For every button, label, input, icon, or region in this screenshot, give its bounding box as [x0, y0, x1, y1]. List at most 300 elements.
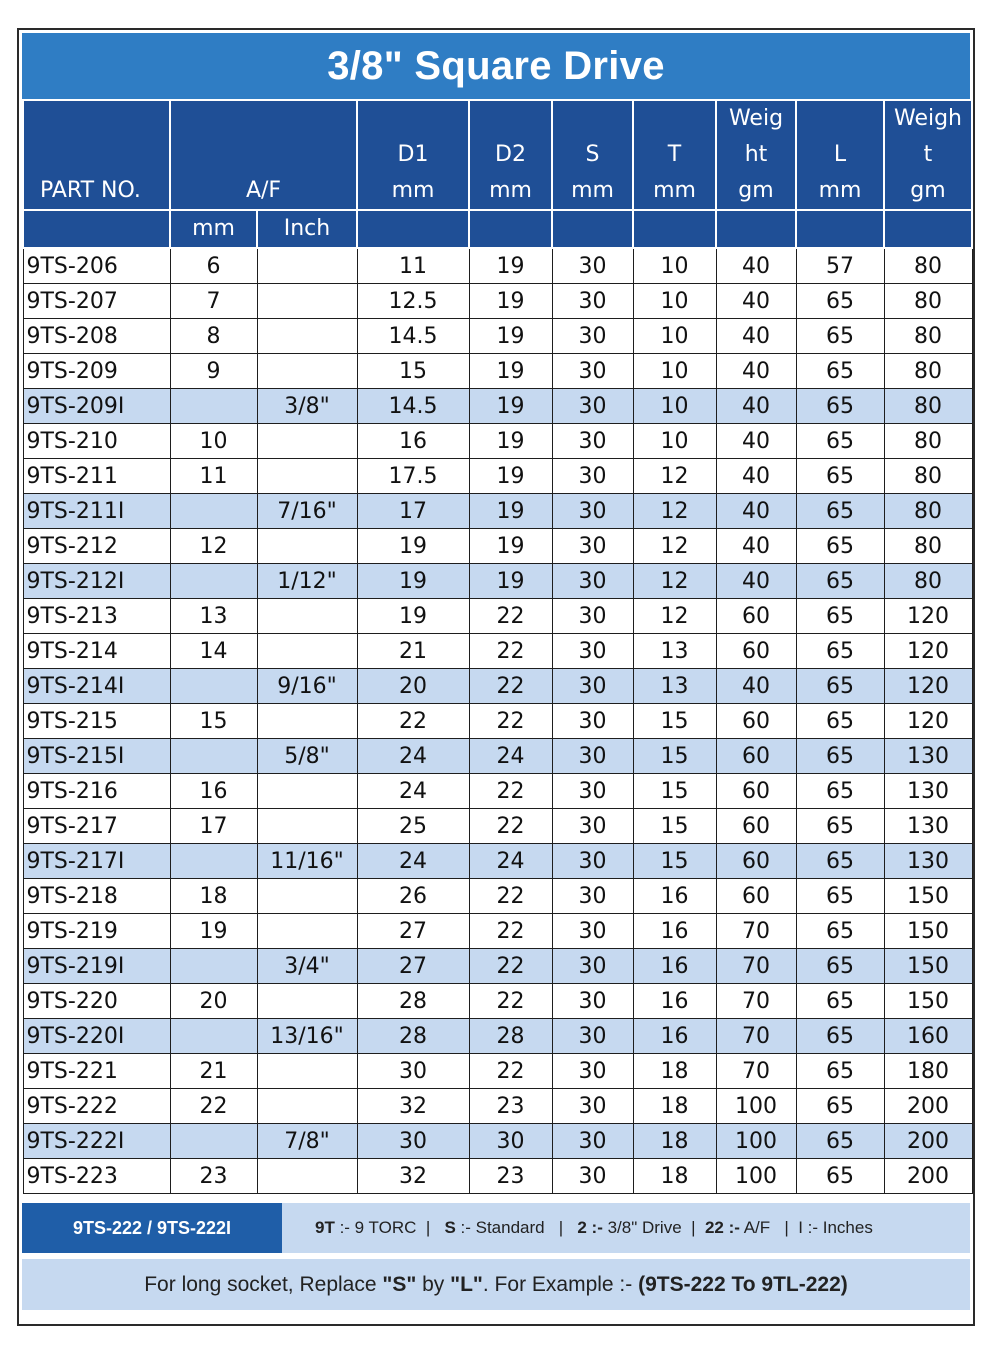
af-inch-cell [257, 319, 357, 354]
d1-cell: 12.5 [357, 284, 469, 319]
s-cell: 30 [552, 1054, 633, 1089]
l-cell: 65 [796, 1019, 884, 1054]
header-unit: mm [489, 178, 532, 203]
l-cell: 65 [796, 599, 884, 634]
header-label: L [833, 142, 847, 167]
part-number-cell: 9TS-214I [23, 669, 170, 704]
part-code-legend [22, 1203, 970, 1253]
subheader-empty [884, 210, 972, 248]
header-label: t [923, 142, 933, 167]
af-mm-cell: 8 [170, 319, 257, 354]
weight-cell: 60 [716, 599, 796, 634]
table-row [23, 949, 972, 984]
d1-cell: 16 [357, 424, 469, 459]
key-meaning: 3/8" Drive | [602, 1218, 705, 1237]
t-cell: 12 [633, 529, 716, 564]
header-label: D1 [397, 142, 429, 167]
header-label: ht [744, 142, 768, 167]
d2-cell: 24 [469, 844, 552, 879]
d2-cell: 22 [469, 634, 552, 669]
weight-cell: 120 [884, 599, 972, 634]
af-mm-cell: 10 [170, 424, 257, 459]
weight-cell: 40 [716, 459, 796, 494]
t-cell: 10 [633, 284, 716, 319]
t-cell: 10 [633, 389, 716, 424]
table-row [23, 459, 972, 494]
weight-cell: 80 [884, 494, 972, 529]
table-row [23, 248, 972, 284]
weight-cell: 130 [884, 844, 972, 879]
af-inch-cell: 3/4" [257, 949, 357, 984]
part-number-cell: 9TS-217I [23, 844, 170, 879]
d2-cell: 22 [469, 949, 552, 984]
af-inch-cell [257, 284, 357, 319]
d1-cell: 28 [357, 984, 469, 1019]
af-mm-cell: 21 [170, 1054, 257, 1089]
part-number-cell: 9TS-207 [23, 284, 170, 319]
header-unit: mm [391, 178, 435, 203]
part-number-cell: 9TS-208 [23, 319, 170, 354]
t-cell: 15 [633, 809, 716, 844]
table-row [23, 739, 972, 774]
d1-cell: 24 [357, 774, 469, 809]
t-cell: 10 [633, 319, 716, 354]
table-row [23, 1019, 972, 1054]
table-row [23, 389, 972, 424]
d1-cell: 22 [357, 704, 469, 739]
af-mm-cell: 7 [170, 284, 257, 319]
s-cell: 30 [552, 949, 633, 984]
weight-cell: 130 [884, 809, 972, 844]
af-inch-cell: 13/16" [257, 1019, 357, 1054]
d2-cell: 22 [469, 774, 552, 809]
weight-cell: 100 [716, 1124, 796, 1159]
weight-cell: 100 [716, 1089, 796, 1124]
af-inch-cell [257, 459, 357, 494]
af-mm-cell: 11 [170, 459, 257, 494]
s-cell: 30 [552, 879, 633, 914]
weight-cell: 180 [884, 1054, 972, 1089]
d2-cell: 28 [469, 1019, 552, 1054]
weight-cell: 40 [716, 424, 796, 459]
d1-cell: 19 [357, 599, 469, 634]
t-cell: 18 [633, 1124, 716, 1159]
note-example: (9TS-222 To 9TL-222) [638, 1272, 848, 1296]
part-number-cell: 9TS-214 [23, 634, 170, 669]
d2-cell: 19 [469, 354, 552, 389]
af-mm-cell: 17 [170, 809, 257, 844]
weight-cell: 70 [716, 984, 796, 1019]
weight-cell: 40 [716, 248, 796, 284]
header-t [633, 100, 716, 210]
table-row [23, 354, 972, 389]
header-l [796, 100, 884, 210]
d1-cell: 19 [357, 529, 469, 564]
s-cell: 30 [552, 1124, 633, 1159]
s-cell: 30 [552, 389, 633, 424]
s-cell: 30 [552, 914, 633, 949]
weight-cell: 80 [884, 354, 972, 389]
af-mm-cell: 15 [170, 704, 257, 739]
l-cell: 65 [796, 809, 884, 844]
d2-cell: 19 [469, 248, 552, 284]
weight-cell: 40 [716, 529, 796, 564]
l-cell: 65 [796, 389, 884, 424]
af-mm-cell: 14 [170, 634, 257, 669]
af-inch-cell [257, 599, 357, 634]
t-cell: 16 [633, 879, 716, 914]
note-text: For long socket, Replace [144, 1272, 383, 1296]
af-mm-cell [170, 494, 257, 529]
l-cell: 65 [796, 564, 884, 599]
l-cell: 57 [796, 248, 884, 284]
d2-cell: 30 [469, 1124, 552, 1159]
part-number-cell: 9TS-213 [23, 599, 170, 634]
header-part-no: PART NO. [23, 100, 170, 210]
weight-cell: 40 [716, 669, 796, 704]
weight-cell: 80 [884, 389, 972, 424]
weight-cell: 40 [716, 319, 796, 354]
l-cell: 65 [796, 914, 884, 949]
part-number-cell: 9TS-215I [23, 739, 170, 774]
header-unit: mm [818, 178, 862, 203]
table-row [23, 494, 972, 529]
d1-cell: 24 [357, 844, 469, 879]
key-meaning: :- Standard | [455, 1218, 578, 1237]
af-mm-cell [170, 1124, 257, 1159]
t-cell: 16 [633, 949, 716, 984]
s-cell: 30 [552, 984, 633, 1019]
subheader-row [23, 210, 972, 248]
s-cell: 30 [552, 1089, 633, 1124]
weight-cell: 150 [884, 879, 972, 914]
weight-cell: 60 [716, 879, 796, 914]
d2-cell: 22 [469, 1054, 552, 1089]
example-part-code: 9TS-222 / 9TS-222I [22, 1203, 282, 1253]
d2-cell: 22 [469, 599, 552, 634]
subheader-empty [633, 210, 716, 248]
s-cell: 30 [552, 634, 633, 669]
weight-cell: 40 [716, 354, 796, 389]
t-cell: 10 [633, 424, 716, 459]
af-mm-cell [170, 739, 257, 774]
d1-cell: 20 [357, 669, 469, 704]
d2-cell: 19 [469, 284, 552, 319]
d2-cell: 22 [469, 669, 552, 704]
part-number-cell: 9TS-209I [23, 389, 170, 424]
l-cell: 65 [796, 634, 884, 669]
d2-cell: 22 [469, 984, 552, 1019]
l-cell: 65 [796, 739, 884, 774]
long-socket-note [22, 1259, 970, 1310]
af-inch-cell [257, 529, 357, 564]
key-meaning: :- 9 TORC | [334, 1218, 445, 1237]
key-term: 2 :- [577, 1218, 603, 1237]
table-row [23, 774, 972, 809]
table-row [23, 1054, 972, 1089]
af-inch-cell [257, 984, 357, 1019]
l-cell: 65 [796, 844, 884, 879]
part-number-cell: 9TS-215 [23, 704, 170, 739]
l-cell: 65 [796, 1124, 884, 1159]
part-number-cell: 9TS-218 [23, 879, 170, 914]
d2-cell: 19 [469, 459, 552, 494]
s-cell: 30 [552, 319, 633, 354]
af-inch-cell [257, 1089, 357, 1124]
s-cell: 30 [552, 739, 633, 774]
part-number-cell: 9TS-219 [23, 914, 170, 949]
d1-cell: 15 [357, 354, 469, 389]
weight-cell: 130 [884, 774, 972, 809]
table-row [23, 1124, 972, 1159]
weight-cell: 120 [884, 669, 972, 704]
d1-cell: 21 [357, 634, 469, 669]
subheader-empty [716, 210, 796, 248]
key-term: 22 :- [704, 1218, 740, 1237]
l-cell: 65 [796, 774, 884, 809]
weight-cell: 80 [884, 529, 972, 564]
d1-cell: 27 [357, 949, 469, 984]
weight-cell: 60 [716, 774, 796, 809]
af-mm-cell: 20 [170, 984, 257, 1019]
part-number-cell: 9TS-211I [23, 494, 170, 529]
weight-cell: 60 [716, 739, 796, 774]
weight-cell: 80 [884, 564, 972, 599]
af-inch-cell: 3/8" [257, 389, 357, 424]
d1-cell: 19 [357, 564, 469, 599]
d1-cell: 27 [357, 914, 469, 949]
header-unit: mm [653, 178, 696, 203]
t-cell: 18 [633, 1159, 716, 1194]
weight-cell: 160 [884, 1019, 972, 1054]
header-label: T [667, 142, 682, 167]
af-inch-cell: 5/8" [257, 739, 357, 774]
l-cell: 65 [796, 1089, 884, 1124]
table-row [23, 704, 972, 739]
d2-cell: 22 [469, 809, 552, 844]
t-cell: 13 [633, 634, 716, 669]
key-term: 9T [315, 1218, 335, 1237]
weight-cell: 130 [884, 739, 972, 774]
key-term: S [444, 1218, 456, 1237]
weight-cell: 80 [884, 248, 972, 284]
t-cell: 13 [633, 669, 716, 704]
af-inch-cell [257, 1159, 357, 1194]
header-unit: mm [571, 178, 614, 203]
af-inch-cell [257, 879, 357, 914]
part-number-cell: 9TS-222 [23, 1089, 170, 1124]
key-meaning: A/F | I :- Inches [739, 1218, 873, 1237]
weight-cell: 150 [884, 914, 972, 949]
subheader-empty [357, 210, 469, 248]
t-cell: 15 [633, 704, 716, 739]
s-cell: 30 [552, 599, 633, 634]
s-cell: 30 [552, 424, 633, 459]
header-d1 [357, 100, 469, 210]
weight-cell: 40 [716, 564, 796, 599]
table-row [23, 914, 972, 949]
d2-cell: 22 [469, 704, 552, 739]
table-row [23, 529, 972, 564]
d1-cell: 17 [357, 494, 469, 529]
table-row [23, 844, 972, 879]
l-cell: 65 [796, 529, 884, 564]
s-cell: 30 [552, 1019, 633, 1054]
table-body [23, 248, 972, 1194]
d2-cell: 23 [469, 1159, 552, 1194]
subheader-empty [469, 210, 552, 248]
header-weight-1 [716, 100, 796, 210]
table-row [23, 564, 972, 599]
d2-cell: 19 [469, 564, 552, 599]
d1-cell: 32 [357, 1159, 469, 1194]
l-cell: 65 [796, 704, 884, 739]
header-label: S [585, 142, 600, 167]
t-cell: 10 [633, 248, 716, 284]
part-number-cell: 9TS-220 [23, 984, 170, 1019]
af-mm-cell: 13 [170, 599, 257, 634]
weight-cell: 200 [884, 1124, 972, 1159]
t-cell: 12 [633, 599, 716, 634]
s-cell: 30 [552, 809, 633, 844]
s-cell: 30 [552, 669, 633, 704]
af-inch-cell: 9/16" [257, 669, 357, 704]
header-label: Weig [728, 106, 784, 131]
weight-cell: 70 [716, 949, 796, 984]
part-number-cell: 9TS-220I [23, 1019, 170, 1054]
s-cell: 30 [552, 844, 633, 879]
weight-cell: 80 [884, 424, 972, 459]
header-label: Weigh [893, 106, 963, 131]
part-number-cell: 9TS-219I [23, 949, 170, 984]
af-mm-cell [170, 1019, 257, 1054]
table-row [23, 634, 972, 669]
af-inch-cell [257, 1054, 357, 1089]
t-cell: 15 [633, 844, 716, 879]
weight-cell: 40 [716, 389, 796, 424]
subheader-empty [23, 210, 170, 248]
table-row [23, 809, 972, 844]
t-cell: 12 [633, 459, 716, 494]
d1-cell: 14.5 [357, 319, 469, 354]
t-cell: 16 [633, 1019, 716, 1054]
d1-cell: 17.5 [357, 459, 469, 494]
d2-cell: 23 [469, 1089, 552, 1124]
t-cell: 16 [633, 914, 716, 949]
table-row [23, 1159, 972, 1194]
header-d2 [469, 100, 552, 210]
t-cell: 16 [633, 984, 716, 1019]
l-cell: 65 [796, 354, 884, 389]
part-number-cell: 9TS-221 [23, 1054, 170, 1089]
d2-cell: 19 [469, 389, 552, 424]
af-inch-cell [257, 914, 357, 949]
weight-cell: 70 [716, 1054, 796, 1089]
header-weight-2 [884, 100, 972, 210]
d1-cell: 30 [357, 1054, 469, 1089]
af-mm-cell: 23 [170, 1159, 257, 1194]
part-number-cell: 9TS-209 [23, 354, 170, 389]
table-row [23, 599, 972, 634]
d1-cell: 32 [357, 1089, 469, 1124]
table-row [23, 669, 972, 704]
code-key [282, 1203, 970, 1253]
table-row [23, 984, 972, 1019]
part-number-cell: 9TS-212 [23, 529, 170, 564]
spec-table [22, 99, 973, 1194]
s-cell: 30 [552, 704, 633, 739]
weight-cell: 150 [884, 984, 972, 1019]
l-cell: 65 [796, 1054, 884, 1089]
af-mm-cell [170, 669, 257, 704]
weight-cell: 200 [884, 1159, 972, 1194]
d2-cell: 19 [469, 424, 552, 459]
part-number-cell: 9TS-223 [23, 1159, 170, 1194]
l-cell: 65 [796, 319, 884, 354]
s-cell: 30 [552, 1159, 633, 1194]
af-mm-cell [170, 389, 257, 424]
af-inch-cell: 7/16" [257, 494, 357, 529]
part-number-cell: 9TS-222I [23, 1124, 170, 1159]
d1-cell: 30 [357, 1124, 469, 1159]
d2-cell: 19 [469, 494, 552, 529]
t-cell: 12 [633, 564, 716, 599]
weight-cell: 70 [716, 1019, 796, 1054]
d1-cell: 26 [357, 879, 469, 914]
d2-cell: 19 [469, 319, 552, 354]
af-mm-cell: 22 [170, 1089, 257, 1124]
weight-cell: 60 [716, 634, 796, 669]
d1-cell: 25 [357, 809, 469, 844]
note-emphasis: "S" [382, 1272, 417, 1296]
weight-cell: 200 [884, 1089, 972, 1124]
af-inch-cell [257, 634, 357, 669]
l-cell: 65 [796, 494, 884, 529]
part-number-cell: 9TS-216 [23, 774, 170, 809]
part-number-cell: 9TS-206 [23, 248, 170, 284]
page-title: 3/8" Square Drive [22, 33, 970, 99]
spec-sheet [17, 28, 975, 1326]
s-cell: 30 [552, 354, 633, 389]
d2-cell: 19 [469, 529, 552, 564]
subheader-af-mm: mm [170, 210, 257, 248]
af-mm-cell [170, 564, 257, 599]
s-cell: 30 [552, 284, 633, 319]
af-mm-cell [170, 949, 257, 984]
t-cell: 12 [633, 494, 716, 529]
subheader-af-inch: Inch [257, 210, 357, 248]
af-inch-cell: 11/16" [257, 844, 357, 879]
header-unit: gm [738, 178, 774, 203]
af-mm-cell: 16 [170, 774, 257, 809]
note-text: by [416, 1272, 451, 1296]
af-inch-cell: 7/8" [257, 1124, 357, 1159]
header-af: A/F [170, 100, 357, 210]
s-cell: 30 [552, 494, 633, 529]
s-cell: 30 [552, 529, 633, 564]
l-cell: 65 [796, 879, 884, 914]
weight-cell: 80 [884, 284, 972, 319]
d2-cell: 22 [469, 914, 552, 949]
af-inch-cell [257, 424, 357, 459]
l-cell: 65 [796, 1159, 884, 1194]
table-row [23, 1089, 972, 1124]
weight-cell: 70 [716, 914, 796, 949]
part-number-cell: 9TS-210 [23, 424, 170, 459]
part-number-cell: 9TS-212I [23, 564, 170, 599]
weight-cell: 80 [884, 319, 972, 354]
l-cell: 65 [796, 284, 884, 319]
